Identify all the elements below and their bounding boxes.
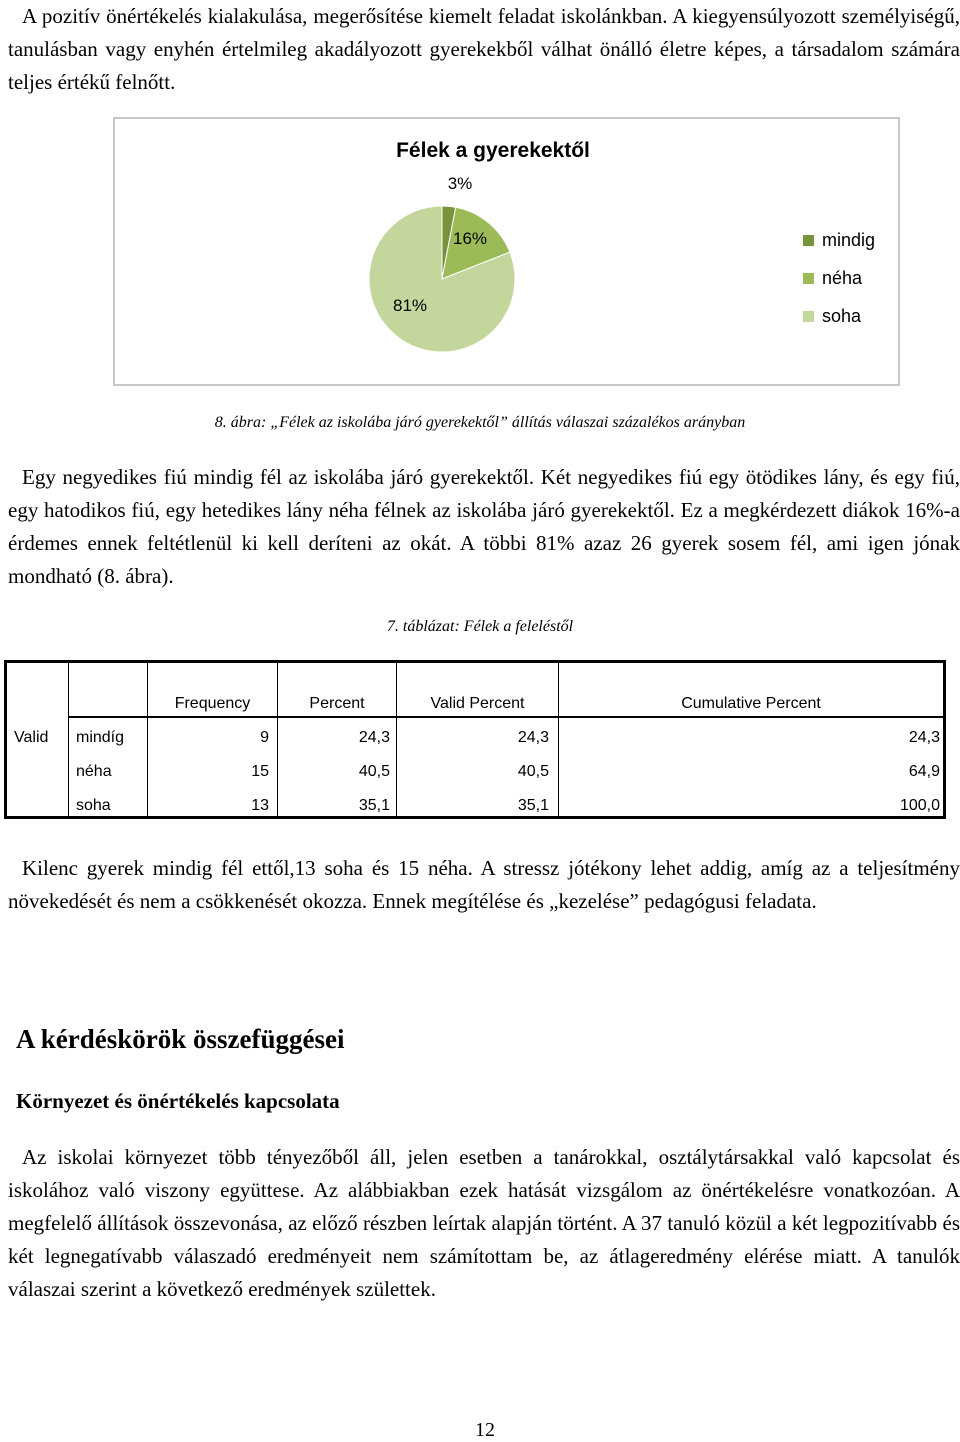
pie-chart (113, 117, 900, 386)
row-group-label: Valid (14, 729, 49, 746)
legend-swatch-néha (803, 273, 814, 284)
environment-text: Az iskolai környezet több tényezőből áll, jelen esetben a tanárokkal, osztálytársakkal való kapcsolat és iskolához való viszony együttese. Az alábbiakban ezek hatását vizsgálom az önértékelésre vonatkozóan. A megfelelő állítások összevonása, az előző részben leírtak alapján történt. A 37 tanuló közül a két legpozitívabb és két legnegatívabb válaszadó eredményeit nem számítottam be, az átlageredmény elérése miatt. A tanulók válaszai szerint a következő eredmények születtek. (8, 1145, 960, 1301)
cell-percent: 40,5 (358, 763, 390, 780)
pie-data-label: 16% (452, 229, 488, 248)
cell-cumulative: 100,0 (899, 797, 940, 814)
chart-title: Félek a gyerekektől (396, 139, 590, 162)
cell-cumulative: 64,9 (908, 763, 940, 780)
cell-cumulative: 24,3 (908, 729, 940, 746)
section-heading: A kérdéskörök összefüggései (16, 1024, 345, 1054)
page-number: 12 (475, 1419, 495, 1441)
table-caption: 7. táblázat: Félek a feleléstől (386, 618, 574, 635)
legend-swatch-soha (803, 311, 814, 322)
col-header-valid-percent: Valid Percent (430, 695, 525, 712)
pie-data-label: 3% (447, 174, 473, 193)
stress-text: Kilenc gyerek mindig fél ettől,13 soha és 15 néha. A stressz jótékony lehet addig, amíg az a teljesítmény növekedését és nem a csökkenését okozza. Ennek megítélése és „kezelése” pedagógusi feladata. (8, 856, 960, 913)
row-label: néha (76, 763, 112, 780)
col-header-cumulative-percent: Cumulative Percent (681, 695, 821, 712)
col-header-frequency: Frequency (174, 695, 251, 712)
cell-frequency: 13 (251, 797, 269, 814)
cell-valid-percent: 35,1 (517, 797, 549, 814)
row-label: mindíg (76, 729, 125, 746)
environment-paragraph (8, 1141, 960, 1306)
intro-text: A pozitív önértékelés kialakulása, megerősítése kiemelt feladat iskolánkban. A kiegyensúlyozott személyiségű, tanulásban vagy enyhén értelmileg akadályozott gyerekekből válhat önálló életre képes, a társadalom számára teljes értékű felnőtt. (8, 4, 960, 94)
cell-frequency: 15 (251, 763, 269, 780)
result-paragraph (8, 461, 960, 593)
frequency-table (4, 660, 950, 821)
legend-swatch-mindig (803, 235, 814, 246)
intro-paragraph (8, 0, 960, 99)
legend-label-néha: néha (822, 268, 863, 288)
stress-paragraph (8, 852, 960, 918)
figure-caption: 8. ábra: „Félek az iskolába járó gyerekektől” állítás válaszai százalékos arányban (214, 414, 746, 431)
pie-chart-svg (115, 119, 898, 384)
legend-label-soha: soha (822, 306, 862, 326)
subsection-heading: Környezet és önértékelés kapcsolata (16, 1089, 340, 1113)
result-text: Egy negyedikes fiú mindig fél az iskolába járó gyerekektől. Két negyedikes fiú egy ötödikes lány, és egy fiú, egy hatodikos fiú, egy hetedikes lány néha félnek az iskolába járó gyerekektől. Ez a megkérdezett diákok 16%-a érdemes ennek feltétlenül ki kell deríteni az okát. A többi 81% azaz 26 gyerek sosem fél, ami igen jónak mondható (8. ábra). (8, 465, 960, 588)
legend-label-mindig: mindig (822, 230, 876, 250)
cell-valid-percent: 24,3 (517, 729, 549, 746)
cell-valid-percent: 40,5 (517, 763, 549, 780)
cell-frequency: 9 (260, 729, 269, 746)
row-label: soha (76, 797, 111, 814)
col-header-percent: Percent (309, 695, 365, 712)
pie-data-label: 81% (392, 296, 428, 315)
cell-percent: 35,1 (358, 797, 390, 814)
cell-percent: 24,3 (358, 729, 390, 746)
table-header-rule (69, 716, 943, 718)
table-divider (68, 663, 69, 817)
